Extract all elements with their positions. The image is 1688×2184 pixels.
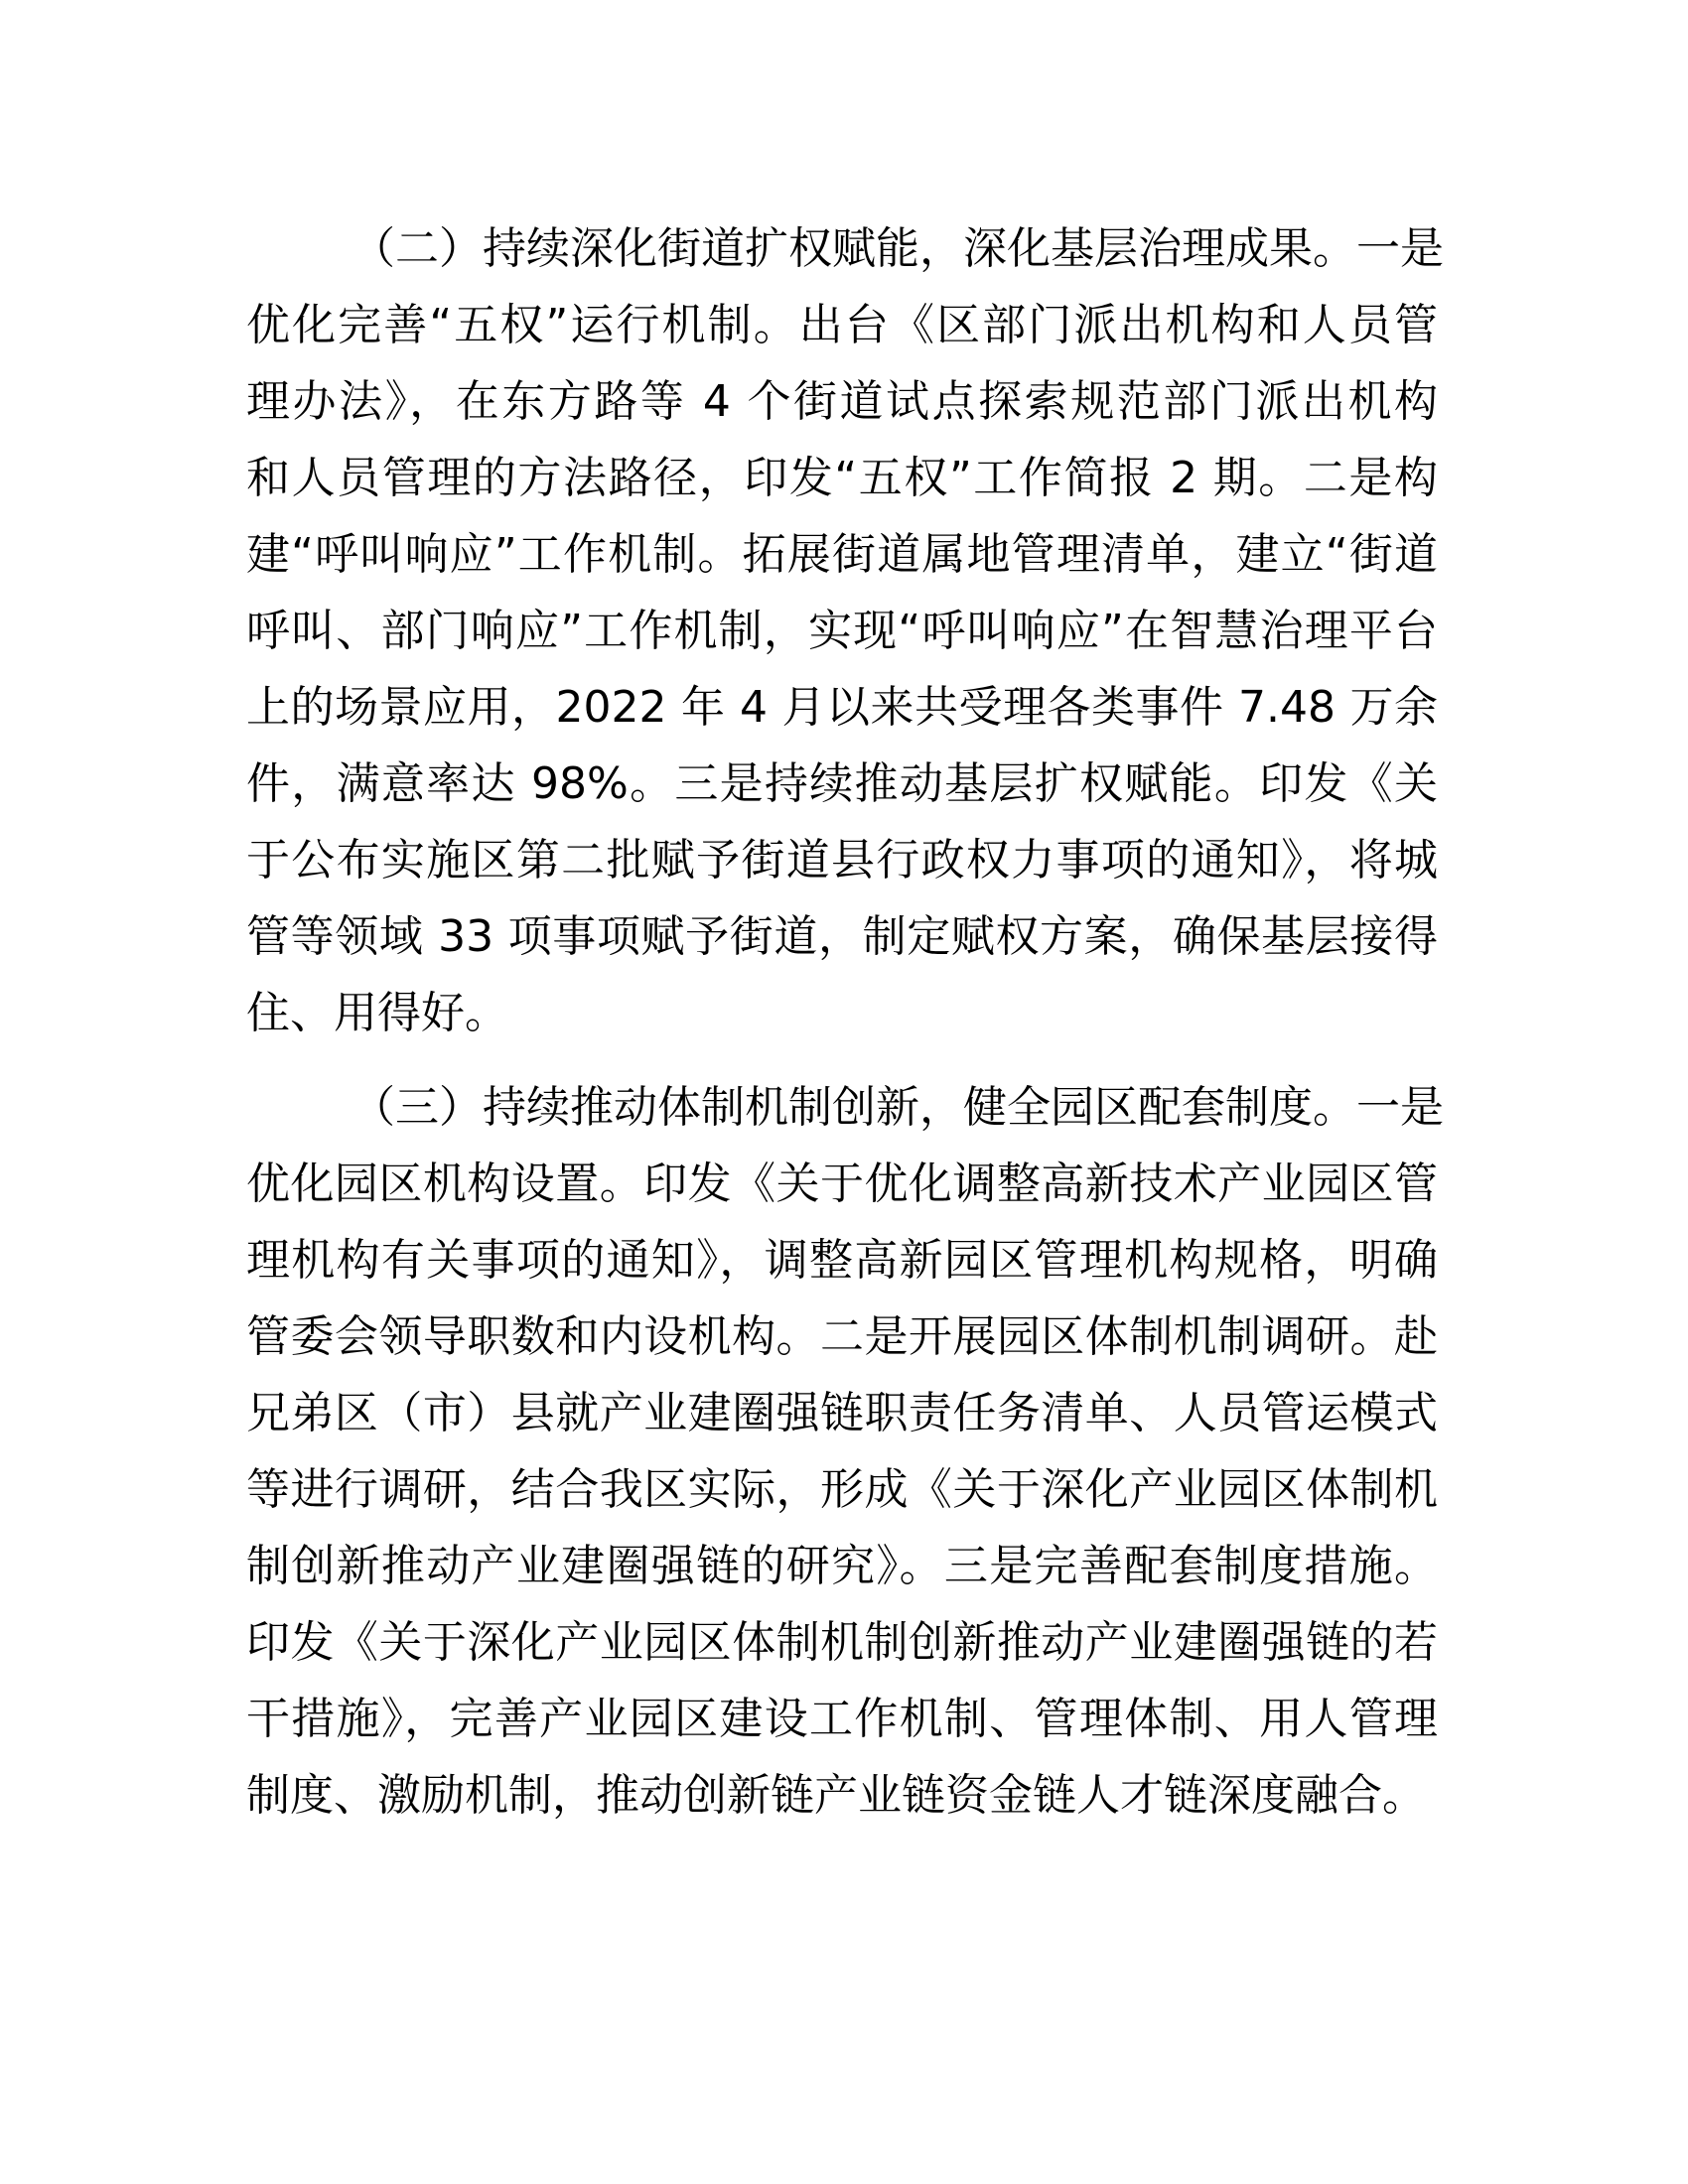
text-line: 制度、激励机制，推动创新链产业链资金链人才链深度融合。 [246,1770,1426,1821]
text-line: 呼叫、部门响应”工作机制，实现“呼叫响应”在智慧治理平台 [246,606,1438,656]
text-line: 管委会领导职数和内设机构。二是开展园区体制机制调研。赴 [246,1311,1438,1362]
text-line: 优化完善“五权”运行机制。出台《区部门派出机构和人员管 [246,300,1438,350]
text-line: 理办法》，在东方路等 4 个街道试点探索规范部门派出机构 [246,376,1438,427]
text-line: 上的场景应用，2022 年 4 月以来共受理各类事件 7.48 万余 [246,682,1438,733]
paragraph-section-2 [246,210,1444,1051]
text-line: 兄弟区（市）县就产业建圈强链职责任务清单、人员管运模式 [246,1388,1438,1438]
text-line: 理机构有关事项的通知》，调整高新园区管理机构规格，明确 [246,1235,1438,1286]
text-line: 干措施》，完善产业园区建设工作机制、管理体制、用人管理 [246,1694,1438,1744]
text-line: 于公布实施区第二批赋予街道县行政权力事项的通知》，将城 [246,835,1438,886]
text-line: 建“呼叫响应”工作机制。拓展街道属地管理清单，建立“街道 [246,529,1438,580]
text-line: 和人员管理的方法路径，印发“五权”工作简报 2 期。二是构 [246,453,1438,503]
text-line: 等进行调研，结合我区实际，形成《关于深化产业园区体制机 [246,1464,1438,1515]
text-line: 住、用得好。 [246,988,508,1038]
text-line: 件，满意率达 98%。三是持续推动基层扩权赋能。印发《关 [246,758,1438,809]
text-line: （三）持续推动体制机制创新，健全园区配套制度。一是 [352,1082,1444,1133]
text-line: （二）持续深化街道扩权赋能，深化基层治理成果。一是 [352,223,1444,274]
text-line: 印发《关于深化产业园区体制机制创新推动产业建圈强链的若 [246,1617,1438,1668]
text-line: 优化园区机构设置。印发《关于优化调整高新技术产业园区管 [246,1159,1438,1209]
text-line: 制创新推动产业建圈强链的研究》。三是完善配套制度措施。 [246,1541,1438,1591]
text-line: 管等领域 33 项事项赋予街道，制定赋权方案，确保基层接得 [246,911,1438,962]
paragraph-section-3 [246,1069,1444,1834]
